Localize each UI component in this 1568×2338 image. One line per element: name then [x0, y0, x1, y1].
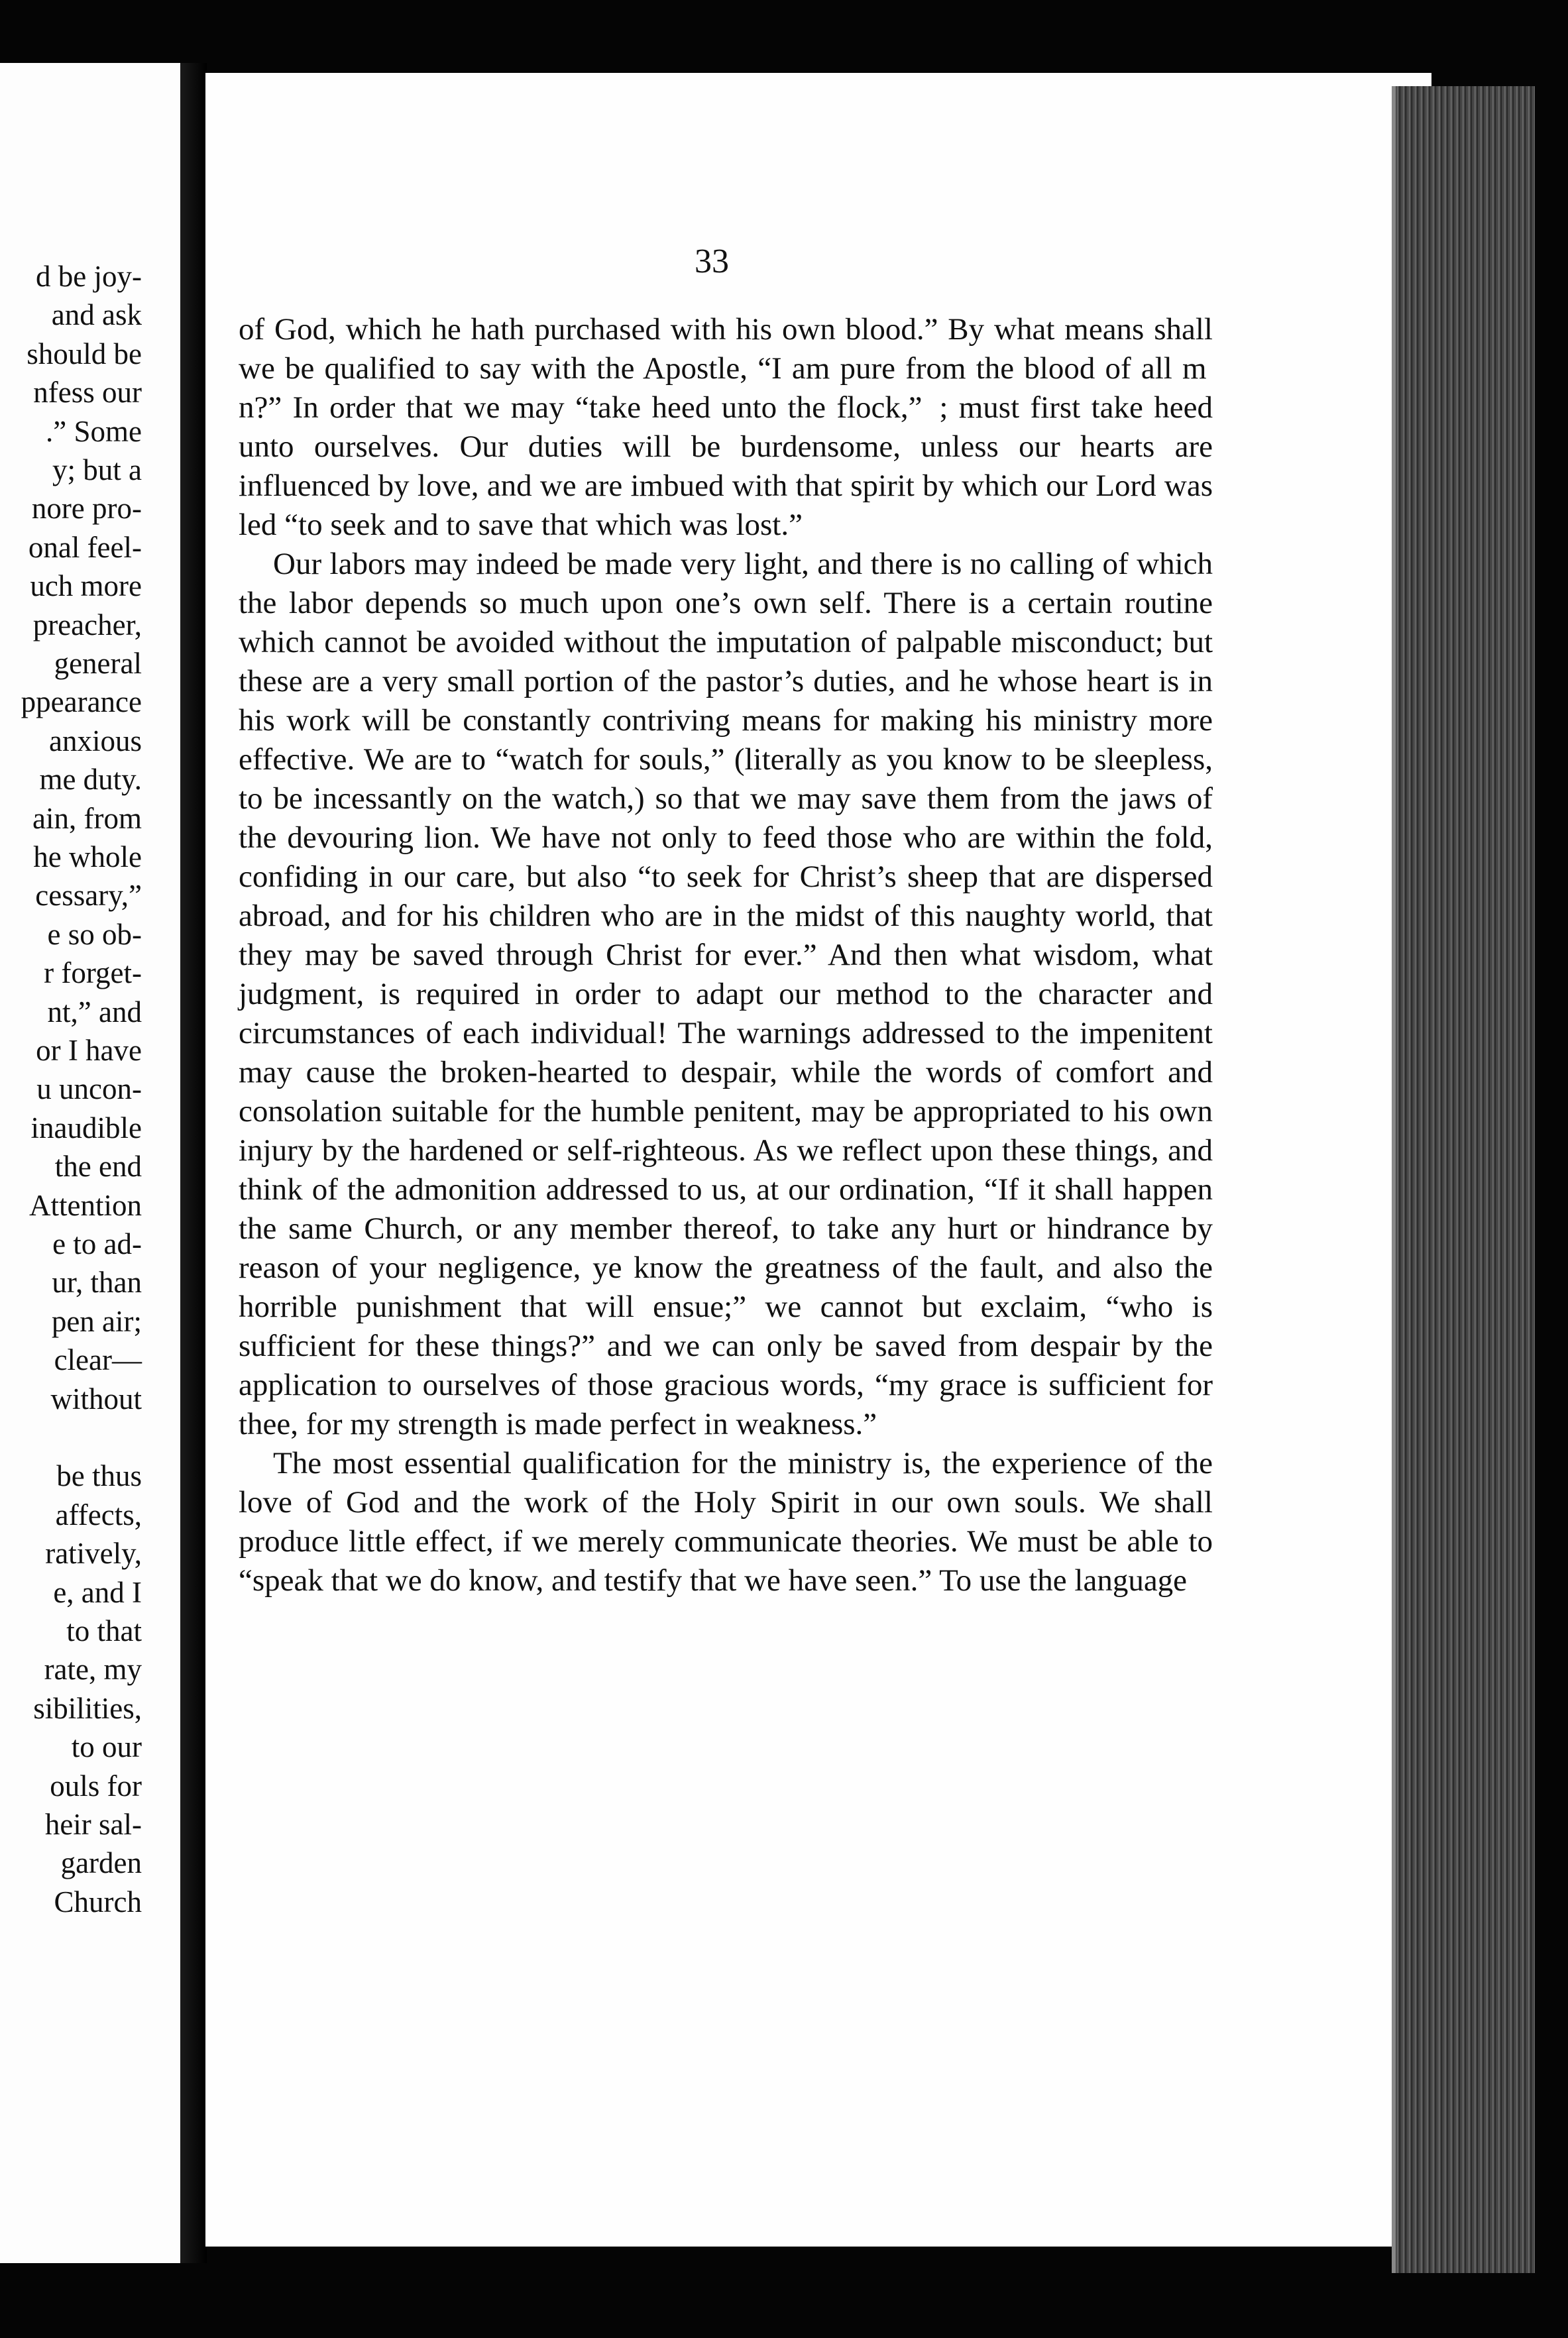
left-page-line: affects,	[55, 1498, 142, 1531]
left-page-line: .” Some	[46, 414, 142, 448]
left-page-line: he whole	[33, 840, 142, 873]
left-page-line: pen air;	[51, 1304, 142, 1338]
left-page-line: uch more	[30, 569, 142, 603]
left-page-line: Attention	[29, 1188, 142, 1222]
left-page-line: cessary,”	[35, 879, 142, 913]
page-edges	[1392, 86, 1535, 2273]
left-page-line: rate, my	[44, 1653, 142, 1687]
left-page-line: d be joy-	[36, 260, 142, 293]
page-number: 33	[695, 243, 729, 280]
left-page-line: anxious	[49, 724, 142, 757]
left-page-line: nore pro-	[31, 492, 142, 526]
left-page-line: inaudible	[30, 1111, 142, 1144]
left-page-line: be thus	[56, 1459, 142, 1493]
left-page-line: sibilities,	[33, 1691, 142, 1725]
body-text	[239, 310, 1213, 1600]
left-page-line: to our	[71, 1730, 142, 1764]
left-page-line: ppearance	[21, 685, 142, 719]
left-page-line: ratively,	[45, 1537, 142, 1571]
paragraph-2: Our labors may indeed be made very light, and there is no calling of which the labor depends so much upon one’s own self. There is a certain routine which cannot be avoided without the imputation of palpable misconduct; but these are a very small portion of the pastor’s duties, and he whose heart is in his work will be constantly contriving means for making his ministry more effective. We are to “watch for souls,” (literally as you know to be sleepless, to be incessantly on the watch,) so that we may save them from the jaws of the devouring lion. We have not only to feed those who are within the fold, confiding in our care, but also “to seek for Christ’s sheep that are dispersed abroad, and for his children who are in the midst of this naughty world, that they may be saved through Christ for ever.” And then what wisdom, what judgment, is required in order to adapt our method to the character and circumstances of each individual! The warnings addressed to the impenitent may cause the broken-hearted to despair, while the words of comfort and consolation suitable for the humble penitent, may be appropriated to his own injury by the hardened or self-righteous. As we reflect upon these things, and think of the admonition addressed to us, at our ordination, “If it shall happen the same Church, or any member thereof, to take any hurt or hindrance by reason of your negligence, ye know the greatness of the fault, and also the horrible punishment that will ensue;” we cannot but exclaim, “who is sufficient for these things?” and we can only be saved from despair by the application to ourselves of those gracious words, “my grace is sufficient for thee, for my strength is made perfect in weakness.”	[239, 547, 1213, 1441]
left-page-line: me duty.	[39, 763, 142, 797]
left-facing-page	[0, 63, 180, 2263]
left-page-line: ur, than	[52, 1266, 142, 1300]
left-page-line: ouls for	[50, 1769, 142, 1803]
left-page-line: ain, from	[32, 801, 142, 835]
left-page-line: without	[50, 1382, 142, 1416]
left-page-line: y; but a	[52, 453, 142, 486]
left-page-line: heir sal-	[44, 1808, 142, 1841]
left-page-line: general	[54, 647, 142, 680]
left-page-line: u uncon-	[36, 1072, 142, 1106]
left-page-line: clear—	[54, 1343, 142, 1377]
left-page-line: the end	[54, 1150, 142, 1184]
left-page-line: nfess our	[33, 376, 142, 410]
left-page-line: and ask	[51, 298, 142, 332]
paragraph-3: The most essential qualification for the ministry is, the experience of the love of God and the work of the Holy Spirit in our own souls. We shall produce little effect, if we merely communicate theories. We must be able to “speak that we do know, and testify that we have seen.” To use the language	[239, 1446, 1213, 1598]
book-gutter	[180, 63, 207, 2263]
left-page-line: to that	[66, 1614, 142, 1647]
left-page-line: should be	[27, 337, 142, 370]
left-page-line: Church	[54, 1885, 142, 1919]
left-page-line: e to ad-	[52, 1227, 142, 1260]
left-page-line: onal feel-	[28, 530, 142, 564]
left-page-line: garden	[60, 1846, 142, 1880]
left-page-line: r forget-	[44, 956, 142, 990]
left-page-line: e so ob-	[47, 917, 142, 951]
left-page-line: or I have	[36, 1034, 142, 1067]
left-page-line: nt,” and	[47, 995, 142, 1029]
left-page-line: e, and I	[53, 1575, 142, 1609]
left-page-line: preacher,	[32, 608, 142, 641]
paragraph-1: of God, which he hath purchased with his own blood.” By what means shall we be qualified to say with the Apostle, “I am pure from the blood of all m n?” In order that we may “take heed unto the flock,” ; must first take heed unto ourselves. Our duties will be burdensome, unless our hearts are influenced by love, and we are imbued with that spirit by which our Lord was led “to seek and to save that which was lost.”	[239, 312, 1213, 542]
